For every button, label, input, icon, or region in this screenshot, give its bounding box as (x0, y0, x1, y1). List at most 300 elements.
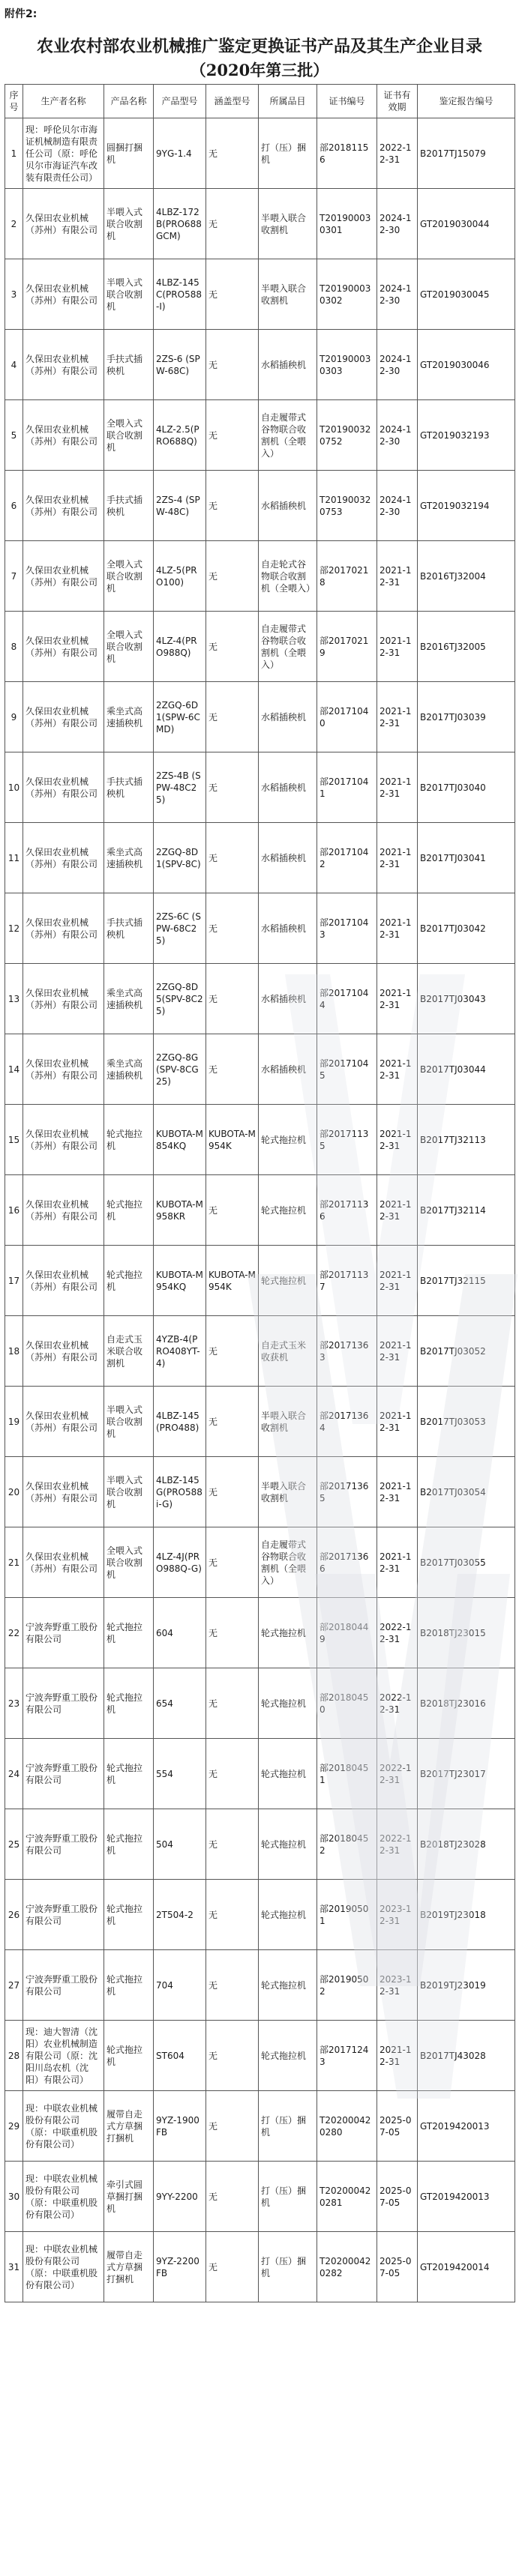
table-cell: 26 (5, 1880, 23, 1950)
table-cell: 无 (206, 118, 259, 189)
table-row (5, 682, 515, 752)
table-cell: 圆捆打捆机 (104, 118, 154, 189)
table-cell: B2017TJ03053 (418, 1387, 515, 1457)
table-cell: 2021-12-31 (377, 612, 418, 682)
table-cell: 无 (206, 471, 259, 541)
column-header: 鉴定报告编号 (418, 85, 515, 118)
column-header: 生产者名称 (23, 85, 104, 118)
table-cell: B2017TJ43028 (418, 2021, 515, 2091)
table-cell: 轮式拖拉机 (259, 1809, 317, 1880)
table-row (5, 1387, 515, 1457)
table-cell: 2021-12-31 (377, 682, 418, 752)
table-row (5, 1246, 515, 1316)
table-cell: 部20171243 (317, 2021, 377, 2091)
table-cell: 自走履带式谷物联合收割机（全喂入） (259, 400, 317, 471)
table-cell: 久保田农业机械（苏州）有限公司 (23, 1246, 104, 1316)
column-header: 证书有效期 (377, 85, 418, 118)
table-cell: 无 (206, 1316, 259, 1387)
table-row (5, 330, 515, 400)
table-cell: 部20171364 (317, 1387, 377, 1457)
table-cell: 手扶式插秧机 (104, 752, 154, 823)
table-cell: T20190032 0753 (317, 471, 377, 541)
table-cell: 2025-07-05 (377, 2162, 418, 2232)
table-row (5, 612, 515, 682)
table-cell: B2018TJ23016 (418, 1668, 515, 1739)
table-cell: 5 (5, 400, 23, 471)
table-cell: 乘坐式高速插秧机 (104, 964, 154, 1034)
table-cell: 704 (154, 1950, 206, 2021)
table-cell: KUBOTA-M958KR (154, 1175, 206, 1246)
table-cell: 4 (5, 330, 23, 400)
table-cell: 现：中联农业机械股份有限公司（原：中联重机股份有限公司） (23, 2232, 104, 2302)
table-cell: 无 (206, 893, 259, 964)
table-cell: 无 (206, 1668, 259, 1739)
table-cell: 2021-12-31 (377, 1316, 418, 1387)
table-cell: 打（压）捆机 (259, 2232, 317, 2302)
table-cell: 部20180449 (317, 1598, 377, 1668)
table-cell: 无 (206, 682, 259, 752)
column-header: 序号 (5, 85, 23, 118)
table-cell: 4LZ-4J(PRO988Q-G) (154, 1527, 206, 1598)
title-batch: （2020年第三批） (190, 61, 329, 79)
table-cell: 久保田农业机械（苏州）有限公司 (23, 823, 104, 893)
table-cell: 21 (5, 1527, 23, 1598)
table-cell: 半喂入式联合收割机 (104, 259, 154, 330)
table-cell: 久保田农业机械（苏州）有限公司 (23, 400, 104, 471)
table-cell: T20200042 0282 (317, 2232, 377, 2302)
table-row (5, 823, 515, 893)
table-cell: 手扶式插秧机 (104, 330, 154, 400)
table-cell: 水稻插秧机 (259, 823, 317, 893)
table-cell: 30 (5, 2162, 23, 2232)
table-cell: 宁波奔野重工股份有限公司 (23, 1880, 104, 1950)
table-cell: 部20171041 (317, 752, 377, 823)
table-cell: 水稻插秧机 (259, 893, 317, 964)
table-cell: 部20180451 (317, 1739, 377, 1809)
table-cell: 2024-12-30 (377, 189, 418, 259)
table-cell: 轮式拖拉机 (259, 1246, 317, 1316)
table-cell: 4YZB-4(PRO408YT-4) (154, 1316, 206, 1387)
table-cell: 4LBZ-145G(PRO588i-G) (154, 1457, 206, 1527)
table-cell: 无 (206, 2162, 259, 2232)
table-cell: 部20190501 (317, 1880, 377, 1950)
table-cell: 轮式拖拉机 (104, 1809, 154, 1880)
table-cell: 轮式拖拉机 (259, 1598, 317, 1668)
table-cell: 2023-12-31 (377, 1880, 418, 1950)
table-cell: 部20190502 (317, 1950, 377, 2021)
table-cell: GT2019032193 (418, 400, 515, 471)
table-cell: 部20171137 (317, 1246, 377, 1316)
table-cell: 无 (206, 1175, 259, 1246)
table-row (5, 1034, 515, 1105)
table-cell: 31 (5, 2232, 23, 2302)
table-cell: 2021-12-31 (377, 1034, 418, 1105)
table-cell: 无 (206, 1527, 259, 1598)
table-cell: 自走履带式谷物联合收割机（全喂入） (259, 612, 317, 682)
table-row (5, 1598, 515, 1668)
table-cell: 2ZGQ-6D1(SPW-6CMD) (154, 682, 206, 752)
table-cell: 部20171363 (317, 1316, 377, 1387)
table-cell: 2021-12-31 (377, 1527, 418, 1598)
table-cell: 乘坐式高速插秧机 (104, 682, 154, 752)
table-row (5, 118, 515, 189)
table-cell: 9YZ-1900FB (154, 2091, 206, 2162)
table-cell: B2019TJ23019 (418, 1950, 515, 2021)
table-cell: 无 (206, 1809, 259, 1880)
table-cell: 7 (5, 541, 23, 612)
table-cell: B2017TJ03044 (418, 1034, 515, 1105)
table-cell: 部20171366 (317, 1527, 377, 1598)
document-title (0, 34, 519, 82)
table-cell: 宁波奔野重工股份有限公司 (23, 1809, 104, 1880)
table-cell: B2017TJ03043 (418, 964, 515, 1034)
table-cell: 2024-12-30 (377, 259, 418, 330)
table-cell: B2017TJ32115 (418, 1246, 515, 1316)
table-cell: 久保田农业机械（苏州）有限公司 (23, 189, 104, 259)
table-cell: 无 (206, 2021, 259, 2091)
table-cell: 22 (5, 1598, 23, 1668)
table-row (5, 2091, 515, 2162)
table-cell: T20200042 0281 (317, 2162, 377, 2232)
table-row (5, 752, 515, 823)
table-cell: 自走式玉米联合收割机 (104, 1316, 154, 1387)
table-cell: 半喂入联合收割机 (259, 1457, 317, 1527)
table-cell: 轮式拖拉机 (259, 1739, 317, 1809)
table-cell: 轮式拖拉机 (259, 1880, 317, 1950)
table-cell: 25 (5, 1809, 23, 1880)
table-cell: 10 (5, 752, 23, 823)
table-cell: 部20171043 (317, 893, 377, 964)
table-cell: 2021-12-31 (377, 1457, 418, 1527)
table-cell: 轮式拖拉机 (104, 1739, 154, 1809)
table-row (5, 1457, 515, 1527)
table-row (5, 400, 515, 471)
table-cell: 2ZGQ-8D1(SPV-8C) (154, 823, 206, 893)
table-cell: GT2019030044 (418, 189, 515, 259)
table-cell: 2024-12-30 (377, 330, 418, 400)
table-cell: 半喂入式联合收割机 (104, 1387, 154, 1457)
table-cell: 水稻插秧机 (259, 682, 317, 752)
table-cell: 自走轮式谷物联合收割机（全喂入） (259, 541, 317, 612)
table-cell: 部20180450 (317, 1668, 377, 1739)
table-cell: 半喂入联合收割机 (259, 1387, 317, 1457)
table-cell: B2017TJ32114 (418, 1175, 515, 1246)
table-cell: 4LBZ-145(PRO488) (154, 1387, 206, 1457)
table-cell: 2025-07-05 (377, 2232, 418, 2302)
table-cell: 554 (154, 1739, 206, 1809)
table-cell: 2024-12-30 (377, 471, 418, 541)
table-cell: 504 (154, 1809, 206, 1880)
table-cell: 水稻插秧机 (259, 330, 317, 400)
table-row (5, 964, 515, 1034)
table-cell: 轮式拖拉机 (104, 1950, 154, 2021)
table-cell: 久保田农业机械（苏州）有限公司 (23, 682, 104, 752)
table-cell: ST604 (154, 2021, 206, 2091)
table-cell: 无 (206, 400, 259, 471)
table-cell: 宁波奔野重工股份有限公司 (23, 1598, 104, 1668)
table-body (5, 118, 515, 2302)
table-cell: 23 (5, 1668, 23, 1739)
table-cell: 13 (5, 964, 23, 1034)
table-cell: 半喂入式联合收割机 (104, 189, 154, 259)
table-cell: GT2019420014 (418, 2232, 515, 2302)
table-cell: 部20181156 (317, 118, 377, 189)
table-cell: 部20171044 (317, 964, 377, 1034)
table-cell: 履带自走式方草捆打捆机 (104, 2232, 154, 2302)
table-cell: 2ZS-6 (SPW-68C) (154, 330, 206, 400)
table-cell: 自走履带式谷物联合收割机（全喂入） (259, 1527, 317, 1598)
table-cell: T20190003 0302 (317, 259, 377, 330)
table-cell: 2022-12-31 (377, 118, 418, 189)
table-cell: 部20171042 (317, 823, 377, 893)
table-cell: 2T504-2 (154, 1880, 206, 1950)
table-cell: 17 (5, 1246, 23, 1316)
table-cell: 久保田农业机械（苏州）有限公司 (23, 752, 104, 823)
table-cell: B2017TJ03055 (418, 1527, 515, 1598)
table-cell: 轮式拖拉机 (104, 1246, 154, 1316)
table-cell: 轮式拖拉机 (259, 1668, 317, 1739)
table-cell: 部20171365 (317, 1457, 377, 1527)
table-cell: 无 (206, 1034, 259, 1105)
table-cell: 无 (206, 964, 259, 1034)
table-row (5, 2021, 515, 2091)
table-cell: 9 (5, 682, 23, 752)
table-cell: 久保田农业机械（苏州）有限公司 (23, 1527, 104, 1598)
table-cell: 轮式拖拉机 (104, 1880, 154, 1950)
table-cell: 无 (206, 1457, 259, 1527)
table-cell: 2021-12-31 (377, 2021, 418, 2091)
table-cell: 2ZGQ-8D5(SPV-8C25) (154, 964, 206, 1034)
table-cell: B2017TJ03042 (418, 893, 515, 964)
table-cell: 2023-12-31 (377, 1950, 418, 2021)
table-cell: 2021-12-31 (377, 1105, 418, 1175)
table-cell: 牵引式圆草捆打捆机 (104, 2162, 154, 2232)
table-cell: 久保田农业机械（苏州）有限公司 (23, 1457, 104, 1527)
table-cell: 打（压）捆机 (259, 2162, 317, 2232)
table-cell: 无 (206, 259, 259, 330)
table-cell: 部20171040 (317, 682, 377, 752)
table-cell: T20190003 0303 (317, 330, 377, 400)
table-cell: 轮式拖拉机 (259, 1105, 317, 1175)
table-cell: T20190003 0301 (317, 189, 377, 259)
table-cell: GT2019032194 (418, 471, 515, 541)
table-cell: 半喂入式联合收割机 (104, 1457, 154, 1527)
table-cell: 无 (206, 752, 259, 823)
table-cell: 2021-12-31 (377, 1246, 418, 1316)
table-cell: GT2019420013 (418, 2091, 515, 2162)
table-cell: B2018TJ23028 (418, 1809, 515, 1880)
table-cell: B2017TJ03054 (418, 1457, 515, 1527)
table-cell: 宁波奔野重工股份有限公司 (23, 1668, 104, 1739)
table-cell: 无 (206, 330, 259, 400)
table-row (5, 1527, 515, 1598)
table-cell: 15 (5, 1105, 23, 1175)
table-cell: B2017TJ15079 (418, 118, 515, 189)
table-cell: 2024-12-30 (377, 400, 418, 471)
table-cell: 8 (5, 612, 23, 682)
table-cell: 24 (5, 1739, 23, 1809)
table-cell: 部20170219 (317, 612, 377, 682)
table-cell: 19 (5, 1387, 23, 1457)
attachment-label: 附件2: (4, 8, 38, 20)
table-cell: B2016TJ32005 (418, 612, 515, 682)
table-cell: 4LBZ-145C(PRO588-I) (154, 259, 206, 330)
table-cell: B2017TJ03040 (418, 752, 515, 823)
table-cell: 2021-12-31 (377, 1175, 418, 1246)
table-cell: 2021-12-31 (377, 752, 418, 823)
table-cell: 654 (154, 1668, 206, 1739)
table-cell: 现：呼伦贝尔市海证机械制造有限责任公司（原：呼伦贝尔市海证汽车改装有限责任公司） (23, 118, 104, 189)
table-cell: 现：中联农业机械股份有限公司（原：中联重机股份有限公司） (23, 2162, 104, 2232)
table-cell: B2017TJ03041 (418, 823, 515, 893)
table-cell: 2 (5, 189, 23, 259)
table-cell: B2018TJ23015 (418, 1598, 515, 1668)
column-header: 产品型号 (154, 85, 206, 118)
table-cell: 无 (206, 2232, 259, 2302)
column-header: 所属品目 (259, 85, 317, 118)
table-cell: 轮式拖拉机 (104, 1668, 154, 1739)
table-cell: 2021-12-31 (377, 893, 418, 964)
column-header: 产品名称 (104, 85, 154, 118)
table-cell: 水稻插秧机 (259, 752, 317, 823)
table-row (5, 1950, 515, 2021)
table-cell: 9YG-1.4 (154, 118, 206, 189)
table-cell: 全喂入式联合收割机 (104, 541, 154, 612)
table-header-row (5, 85, 515, 118)
table-cell: KUBOTA-M854KQ (154, 1105, 206, 1175)
table-row (5, 893, 515, 964)
table-cell: 1 (5, 118, 23, 189)
table-cell: B2017TJ23017 (418, 1739, 515, 1809)
table-cell: 4LBZ-172B(PRO688GCM) (154, 189, 206, 259)
table-row (5, 2162, 515, 2232)
table-cell: 2ZS-6C (SPW-68C25) (154, 893, 206, 964)
table-row (5, 1105, 515, 1175)
table-row (5, 471, 515, 541)
table-cell: 2ZS-4 (SPW-48C) (154, 471, 206, 541)
table-cell: 无 (206, 2091, 259, 2162)
table-cell: 无 (206, 823, 259, 893)
table-cell: 轮式拖拉机 (259, 1950, 317, 2021)
table-cell: 4LZ-4(PRO988Q) (154, 612, 206, 682)
table-row (5, 1668, 515, 1739)
table-cell: 久保田农业机械（苏州）有限公司 (23, 259, 104, 330)
table-cell: KUBOTA-M954K (206, 1246, 259, 1316)
table-cell: KUBOTA-M954K (206, 1105, 259, 1175)
table-row (5, 1739, 515, 1809)
table-cell: 轮式拖拉机 (104, 2021, 154, 2091)
table-cell: 9YY-2200 (154, 2162, 206, 2232)
table-cell: B2017TJ03039 (418, 682, 515, 752)
table-cell: 乘坐式高速插秧机 (104, 823, 154, 893)
table-cell: 水稻插秧机 (259, 1034, 317, 1105)
table-cell: 部20171136 (317, 1175, 377, 1246)
table-cell: 2021-12-31 (377, 1387, 418, 1457)
table-cell: 无 (206, 1598, 259, 1668)
table-cell: 部20170218 (317, 541, 377, 612)
table-cell: 29 (5, 2091, 23, 2162)
table-cell: 2ZGQ-8G(SPV-8CG25) (154, 1034, 206, 1105)
table-cell: 2ZS-4B (SPW-48C25) (154, 752, 206, 823)
table-cell: 轮式拖拉机 (104, 1105, 154, 1175)
table-row (5, 1175, 515, 1246)
table-cell: 部20180452 (317, 1809, 377, 1880)
table-cell: 11 (5, 823, 23, 893)
table-cell: 全喂入式联合收割机 (104, 1527, 154, 1598)
table-cell: GT2019030046 (418, 330, 515, 400)
table-cell: 久保田农业机械（苏州）有限公司 (23, 1316, 104, 1387)
table-cell: 部20171135 (317, 1105, 377, 1175)
table-row (5, 1809, 515, 1880)
table-cell: 14 (5, 1034, 23, 1105)
table-cell: 604 (154, 1598, 206, 1668)
table-cell: 久保田农业机械（苏州）有限公司 (23, 964, 104, 1034)
table-row (5, 189, 515, 259)
table-cell: 16 (5, 1175, 23, 1246)
table-cell: 打（压）捆机 (259, 2091, 317, 2162)
table-cell: 全喂入式联合收割机 (104, 612, 154, 682)
table-cell: 无 (206, 1387, 259, 1457)
table-row (5, 2232, 515, 2302)
table-cell: 久保田农业机械（苏州）有限公司 (23, 893, 104, 964)
table-cell: 宁波奔野重工股份有限公司 (23, 1950, 104, 2021)
table-row (5, 541, 515, 612)
table-cell: 全喂入式联合收割机 (104, 400, 154, 471)
table-cell: 无 (206, 541, 259, 612)
table-cell: GT2019420013 (418, 2162, 515, 2232)
table-cell: 无 (206, 1739, 259, 1809)
table-cell: 久保田农业机械（苏州）有限公司 (23, 471, 104, 541)
table-cell: 久保田农业机械（苏州）有限公司 (23, 330, 104, 400)
table-cell: 27 (5, 1950, 23, 2021)
table-cell: 6 (5, 471, 23, 541)
table-cell: 无 (206, 1880, 259, 1950)
table-cell: 自走式玉米收获机 (259, 1316, 317, 1387)
table-cell: 水稻插秧机 (259, 471, 317, 541)
table-cell: 18 (5, 1316, 23, 1387)
table-cell: GT2019030045 (418, 259, 515, 330)
table-cell: 久保田农业机械（苏州）有限公司 (23, 1105, 104, 1175)
table-cell: 2025-07-05 (377, 2091, 418, 2162)
table-cell: 半喂入联合收割机 (259, 189, 317, 259)
table-cell: 履带自走式方草捆打捆机 (104, 2091, 154, 2162)
table-cell: KUBOTA-M954KQ (154, 1246, 206, 1316)
table-cell: 2022-12-31 (377, 1809, 418, 1880)
table-cell: 28 (5, 2021, 23, 2091)
column-header: 涵盖型号 (206, 85, 259, 118)
table-cell: 2021-12-31 (377, 964, 418, 1034)
table-cell: 2021-12-31 (377, 823, 418, 893)
table-cell: 久保田农业机械（苏州）有限公司 (23, 612, 104, 682)
table-cell: 轮式拖拉机 (104, 1175, 154, 1246)
table-cell: B2019TJ23018 (418, 1880, 515, 1950)
table-cell: 水稻插秧机 (259, 964, 317, 1034)
table-cell: 20 (5, 1457, 23, 1527)
table-cell: T20190032 0752 (317, 400, 377, 471)
table-cell: 手扶式插秧机 (104, 471, 154, 541)
table-cell: B2017TJ32113 (418, 1105, 515, 1175)
table-row (5, 1316, 515, 1387)
table-cell: 打（压）捆机 (259, 118, 317, 189)
table-row (5, 1880, 515, 1950)
table-cell: 4LZ-2.5(PRO688Q) (154, 400, 206, 471)
table-cell: 2022-12-31 (377, 1739, 418, 1809)
table-cell: 轮式拖拉机 (259, 2021, 317, 2091)
table-cell: 轮式拖拉机 (259, 1175, 317, 1246)
table-cell: 现：迪大智清（沈阳）农业机械制造有限公司（原：沈阳川岛农机（沈阳）有限公司） (23, 2021, 104, 2091)
table-cell: 无 (206, 1950, 259, 2021)
table-cell: 4LZ-5(PRO100) (154, 541, 206, 612)
